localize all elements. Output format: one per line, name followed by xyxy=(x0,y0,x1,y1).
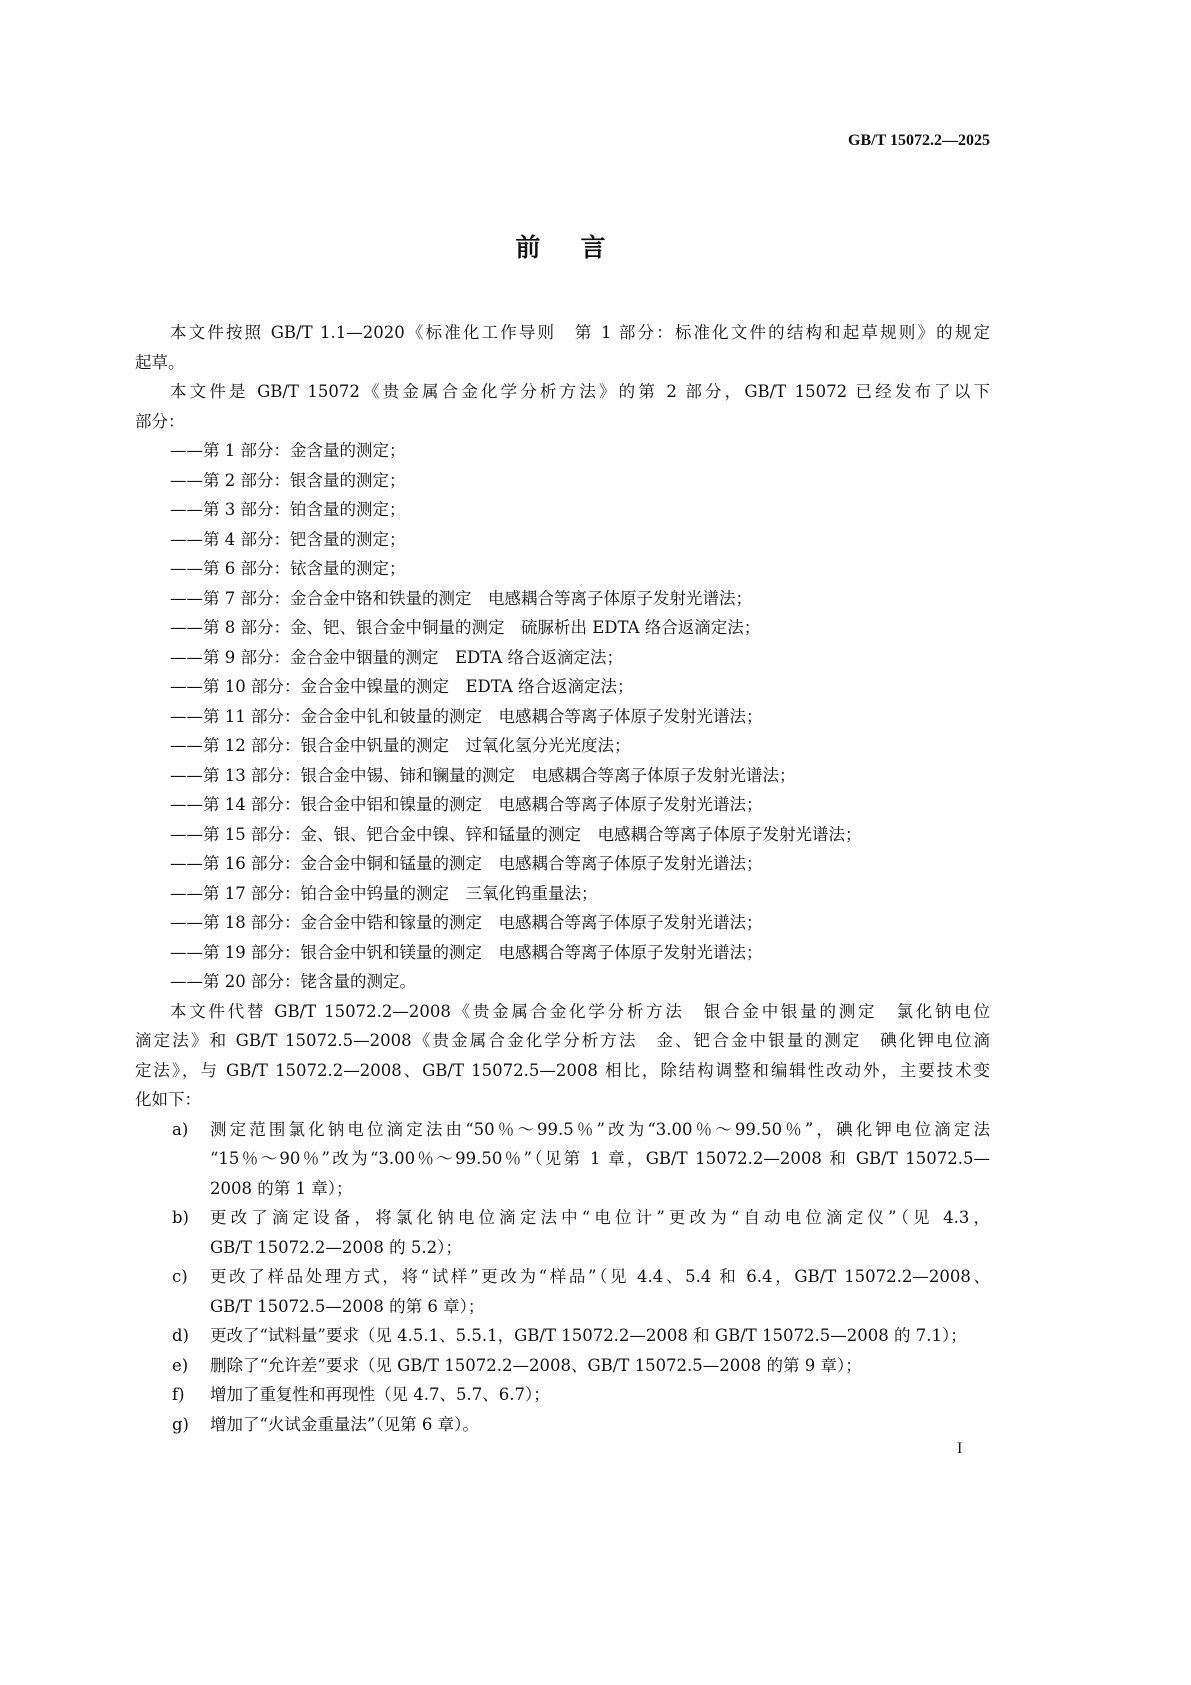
page-title: 前言 xyxy=(515,233,646,262)
text-line: ——第 10 部分：金合金中镍量的测定 EDTA 络合返滴定法； xyxy=(170,677,634,696)
text-line: 增加了重复性和再现性（见 4.7、5.7、6.7）； xyxy=(210,1385,550,1404)
text-line: 本文件代替 GB/T 15072.2—2008《贵金属合金化学分析方法 银合金中银量的测定 氯化钠电位 xyxy=(170,1001,990,1021)
list-item-change xyxy=(135,1115,990,1204)
list-item-part xyxy=(135,584,990,614)
list-item-part xyxy=(135,820,990,850)
item-label: g) xyxy=(172,1414,189,1434)
list-item-change xyxy=(135,1410,990,1440)
text-line: “15％～90％”改为“3.00％～99.50％”（见第 1 章，GB/T 15072.2—2008 和 GB/T 15072.5— xyxy=(210,1149,990,1168)
item-label: b) xyxy=(172,1208,189,1227)
text-line: 部分： xyxy=(135,411,185,431)
item-label: d) xyxy=(172,1326,189,1345)
list-item-part xyxy=(135,702,990,732)
list-item-part xyxy=(135,731,990,761)
document-body xyxy=(135,318,990,1439)
text-line: ——第 12 部分：银合金中钒量的测定 过氧化氢分光光度法； xyxy=(170,736,631,755)
text-line: 滴定法》和 GB/T 15072.5—2008《贵金属合金化学分析方法 金、钯合金中银量的测定 碘化钾电位滴 xyxy=(135,1031,990,1050)
page-number: I xyxy=(957,1440,963,1457)
text-line: 更改了滴定设备，将氯化钠电位滴定法中“电位计”更改为“自动电位滴定仪”（见 4.3， xyxy=(210,1208,990,1227)
text-line: ——第 14 部分：银合金中铝和镍量的测定 电感耦合等离子体原子发射光谱法； xyxy=(170,795,763,814)
list-item-part xyxy=(135,643,990,673)
text-line: ——第 7 部分：金合金中铬和铁量的测定 电感耦合等离子体原子发射光谱法； xyxy=(170,588,752,608)
text-line: ——第 2 部分：银含量的测定； xyxy=(170,470,406,490)
text-line: ——第 11 部分：金合金中钆和铍量的测定 电感耦合等离子体原子发射光谱法； xyxy=(170,706,763,726)
text-line: ——第 17 部分：铂合金中钨量的测定 三氧化钨重量法； xyxy=(170,883,598,903)
text-line: ——第 20 部分：铑含量的测定。 xyxy=(170,972,416,991)
text-line: ——第 9 部分：金合金中铟量的测定 EDTA 络合返滴定法； xyxy=(170,647,624,667)
list-item-part xyxy=(135,790,990,820)
list-item-change xyxy=(135,1380,990,1410)
list-item-change xyxy=(135,1321,990,1351)
list-item-change xyxy=(135,1351,990,1381)
text-line: 删除了“允许差”要求（见 GB/T 15072.2—2008、GB/T 15072.5—2008 的第 9 章）； xyxy=(210,1355,862,1375)
paragraph xyxy=(135,377,990,436)
text-line: 本文件是 GB/T 15072《贵金属合金化学分析方法》的第 2 部分，GB/T 15072 已经发布了以下 xyxy=(170,382,990,401)
list-item-part xyxy=(135,466,990,496)
list-item-part xyxy=(135,554,990,584)
text-line: 起草。 xyxy=(135,352,185,372)
text-line: ——第 6 部分：铱含量的测定； xyxy=(170,559,406,578)
list-item-change xyxy=(135,1203,990,1262)
list-item-part xyxy=(135,672,990,702)
paragraph xyxy=(135,997,990,1115)
text-line: 本文件按照 GB/T 1.1—2020《标准化工作导则 第 1 部分：标准化文件的结构和起草规则》的规定 xyxy=(170,323,990,342)
text-line: 更改了“试料量”要求（见 4.5.1、5.5.1，GB/T 15072.2—2008 和 GB/T 15072.5—2008 的 7.1）； xyxy=(210,1326,967,1345)
text-line: ——第 3 部分：铂含量的测定； xyxy=(170,500,406,519)
list-item-part xyxy=(135,613,990,643)
list-item-change xyxy=(135,1262,990,1321)
list-item-part xyxy=(135,967,990,997)
paragraph xyxy=(135,318,990,377)
text-line: 增加了“火试金重量法”（见第 6 章）。 xyxy=(210,1414,479,1434)
list-item-part xyxy=(135,525,990,555)
text-line: ——第 4 部分：钯含量的测定； xyxy=(170,529,406,549)
text-line: 测定范围氯化钠电位滴定法由“50％～99.5％”改为“3.00％～99.50％”，碘化钾电位滴定法 xyxy=(210,1119,990,1139)
text-line: ——第 15 部分：金、银、钯合金中镍、锌和锰量的测定 电感耦合等离子体原子发射光谱法； xyxy=(170,824,862,844)
standard-code: GB/T 15072.2—2025 xyxy=(848,132,990,149)
list-item-part xyxy=(135,761,990,791)
text-line: 定法》，与 GB/T 15072.2—2008、GB/T 15072.5—2008 相比，除结构调整和编辑性改动外，主要技术变 xyxy=(135,1060,990,1080)
list-item-part xyxy=(135,495,990,525)
item-label: a) xyxy=(172,1119,189,1139)
text-line: GB/T 15072.5—2008 的第 6 章）； xyxy=(210,1296,485,1316)
text-line: ——第 16 部分：金合金中铜和锰量的测定 电感耦合等离子体原子发射光谱法； xyxy=(170,854,763,873)
item-label: e) xyxy=(172,1355,189,1375)
item-label: c) xyxy=(172,1267,188,1286)
text-line: 2008 的第 1 章）； xyxy=(210,1178,353,1198)
list-item-part xyxy=(135,849,990,879)
text-line: 更改了样品处理方式，将“试样”更改为“样品”（见 4.4、5.4 和 6.4，GB/T 15072.2—2008、 xyxy=(210,1267,990,1286)
text-line: ——第 18 部分：金合金中锆和镓量的测定 电感耦合等离子体原子发射光谱法； xyxy=(170,913,763,932)
list-item-part xyxy=(135,879,990,909)
list-item-part xyxy=(135,938,990,968)
text-line: ——第 13 部分：银合金中锡、铈和镧量的测定 电感耦合等离子体原子发射光谱法； xyxy=(170,765,796,785)
text-line: ——第 8 部分：金、钯、银合金中铜量的测定 硫脲析出 EDTA 络合返滴定法； xyxy=(170,618,761,637)
text-line: ——第 19 部分：银合金中钒和镁量的测定 电感耦合等离子体原子发射光谱法； xyxy=(170,942,763,962)
list-item-part xyxy=(135,436,990,466)
text-line: 化如下： xyxy=(135,1090,201,1109)
list-item-part xyxy=(135,908,990,938)
item-label: f) xyxy=(172,1385,185,1404)
text-line: GB/T 15072.2—2008 的 5.2）； xyxy=(210,1237,462,1257)
text-line: ——第 1 部分：金含量的测定； xyxy=(170,441,406,460)
